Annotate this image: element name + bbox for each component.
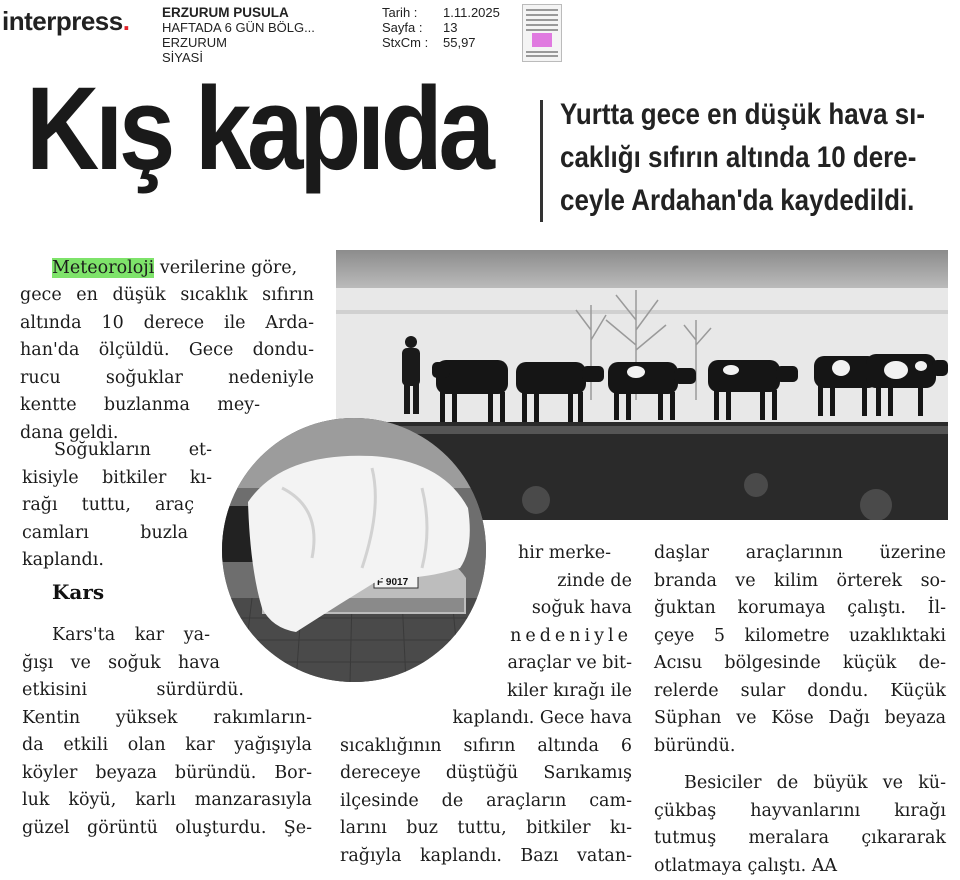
text-line: soğuk hava [340,595,632,623]
text-line: rağı tuttu, araç [22,492,194,520]
text-line: köyler beyaza büründü. Bor- [22,760,312,788]
text-line: gece en düşük sıcaklık sıfırın [20,282,314,310]
text-line: kisiyle bitkiler kı- [22,465,212,493]
text-line: rucu soğuklar nedeniyle [20,365,314,393]
text-line: otlatmaya çalıştı. AA [654,853,946,880]
text-line: Süphan ve Köse Dağı beyaza [654,705,946,733]
publication-name: ERZURUM PUSULA [162,5,315,20]
text-line: Kentin yüksek rakımların- [22,705,312,733]
subheadline-line: Yurtta gece en düşük hava sı- [560,93,947,136]
text-line: kaplandı. Gece hava [340,705,632,733]
text-line: Meteoroloji verilerine göre, [20,255,314,283]
column-1-top [20,255,314,283]
text-line: ğışı ve soğuk hava [22,650,220,678]
publication-city: ERZURUM [162,35,315,50]
text-line: zinde de [340,568,632,596]
text-line: ilçesinde de araçların cam- [340,788,632,816]
interpress-logo: interpress. [2,6,129,37]
text-line: sıcaklığının sıfırın altında 6 [340,733,632,761]
text-line: hir merke- [340,540,632,568]
text-line: dana geldi. [20,420,314,448]
subheadline [560,93,947,222]
text-line: Soğukların et- [22,437,212,465]
text-line: kentte buzlanma mey- [20,392,260,420]
text-line: çükbaş hayvanlarını kırağı [654,798,946,826]
date-value: 1.11.2025 [443,5,500,20]
paragraph-3 [22,622,312,842]
text-line: büründü. [654,733,946,761]
clip-highlight [532,33,552,47]
text-line: Acısu bölgesinde küçük de- [654,650,946,678]
text-line: kaplandı. [22,547,212,575]
text-line: etkisini sürdürdü. [22,677,244,705]
text-line: araçlar ve bit- [340,650,632,678]
stxcm-value: 55,97 [443,35,500,50]
text-line: Besiciler de büyük ve kü- [654,770,946,798]
text-line: larını buz tuttu, bitkiler kı- [340,815,632,843]
page-label: Sayfa : [382,20,428,35]
text-line: relerde sular dondu. Küçük [654,678,946,706]
column-3 [654,540,946,880]
section-heading-kars: Kars [52,580,104,604]
logo-dot: . [123,6,130,36]
meta-values [443,5,500,50]
text-line: ğuktan korumaya çalıştı. İl- [654,595,946,623]
meta-labels [382,5,428,50]
date-label: Tarih : [382,5,428,20]
text-line: kiler kırağı ile [340,678,632,706]
text-line: altında 10 derece ile Arda- [20,310,314,338]
text-line: luk köyü, karlı manzarasıyla [22,787,312,815]
text-line: camları buzla [22,520,188,548]
text-line: daşlar araçlarının üzerine [654,540,946,568]
license-plate: F 9017 [377,577,409,588]
subheadline-line: caklığı sıfırın altında 10 dere- [560,136,947,179]
page-thumbnail[interactable] [522,4,562,62]
text-line: branda ve kilim örterek so- [654,568,946,596]
text-line: güzel görüntü oluşturdu. Şe- [22,815,312,843]
highlighted-term: Meteoroloji [52,258,154,278]
text-line: çeye 5 kilometre uzaklıktaki [654,623,946,651]
page-value: 13 [443,20,500,35]
text-line: dereceye düştüğü Sarıkamış [340,760,632,788]
column-2 [340,540,632,870]
headline-divider [540,100,543,222]
headline: Kış kapıda [26,70,491,188]
text-line: nedeniyle [340,623,632,651]
publication-info [162,5,315,65]
text-line: da etkili olan kar yağışıyla [22,732,312,760]
paragraph-1 [20,282,314,447]
publication-section: SİYASİ [162,50,315,65]
text-line: tutmuş meralara çıkararak [654,825,946,853]
text-line: rağıyla kaplandı. Bazı vatan- [340,843,632,871]
publication-frequency: HAFTADA 6 GÜN BÖLG... [162,20,315,35]
paragraph-2 [22,437,212,575]
text-line: han'da ölçüldü. Gece dondu- [20,337,314,365]
stxcm-label: StxCm : [382,35,428,50]
subheadline-line: ceyle Ardahan'da kaydedildi. [560,179,947,222]
text-line: Kars'ta kar ya- [22,622,210,650]
